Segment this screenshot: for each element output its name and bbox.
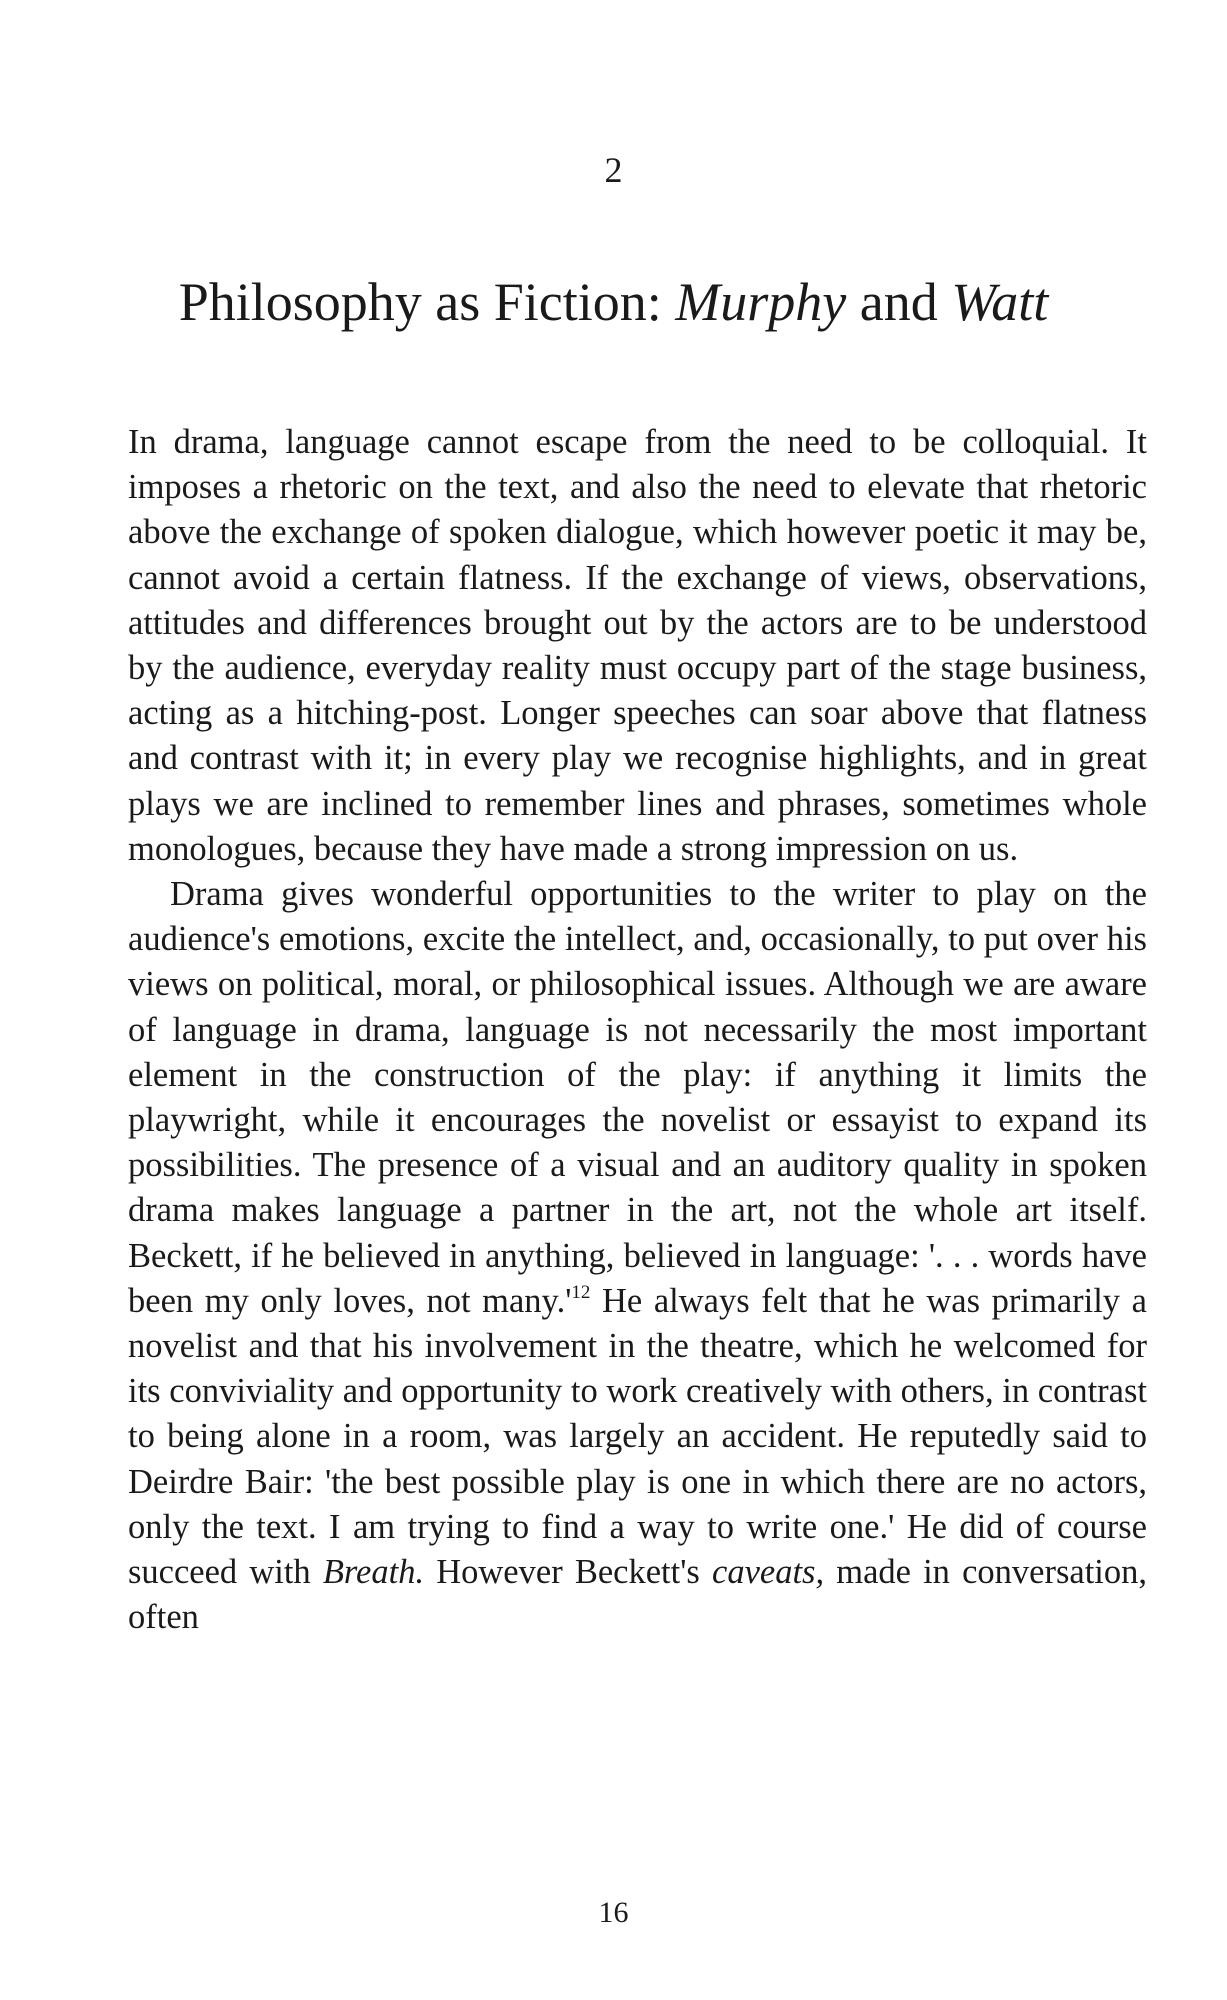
chapter-title-lead: Philosophy as Fiction: xyxy=(178,272,676,332)
paragraph-2-text-b: He always felt that he was primarily a novelist and that his involvement in the theatre, which he welcomed for its conviviality and opportunity to work creatively with others, in contrast to being alone in a room, was largely an accident. He reputedly said to Deirdre Bair: 'the best possible play is one in which there are no actors, only the text. I am trying to find a way to write one.' He did of course succeed with xyxy=(128,1281,1147,1592)
paragraph-2-text-a: Drama gives wonderful opportunities to the writer to play on the audience's emotions, excite the intellect, and, occasionally, to put over his views on political, moral, or philosophical issues. Although we are aware of language in drama, language is not necessarily the most important element in the construction of the play: if anything it limits the playwright, while it encourages the novelist or essayist to expand its possibilities. The presence of a visual and an auditory quality in spoken drama makes language a partner in the art, not the whole art itself. Beckett, if he believed in anything, believed in language: '. . . words have been my only loves, not many.' xyxy=(128,875,1147,1320)
paragraph-2-text-c: However Beckett's xyxy=(424,1553,712,1592)
italic-caveats: caveats, xyxy=(712,1553,825,1592)
chapter-title-and: and xyxy=(846,272,952,332)
paragraph-1: In drama, language cannot escape from the need to be colloquial. It imposes a rhetoric on the text, and also the need to elevate that rhetoric above the exchange of spoken dialogue, which however poetic it may be, cannot avoid a certain flatness. If the exchange of views, observations, attitudes and differences brought out by the actors are to be understood by the audience, everyday reality must occupy part of the stage business, acting as a hitching-post. Longer speeches can soar above that flatness and contrast with it; in every play we recognise highlights, and in great plays we are inclined to remember lines and phrases, sometimes whole monologues, because they have made a strong impression on us. xyxy=(128,423,1147,868)
chapter-title-watt: Watt xyxy=(951,272,1049,332)
chapter-title xyxy=(0,270,1227,334)
page-number: 16 xyxy=(598,1896,629,1929)
paragraph-2 xyxy=(128,872,1147,1640)
footnote-marker: 12 xyxy=(571,1281,591,1303)
chapter-title-murphy: Murphy xyxy=(675,272,847,332)
paragraph-2-text-d: made in conversation, often xyxy=(128,1553,1147,1637)
body-text xyxy=(128,420,1147,1640)
italic-breath: Breath. xyxy=(322,1553,425,1592)
chapter-number: 2 xyxy=(604,150,623,190)
